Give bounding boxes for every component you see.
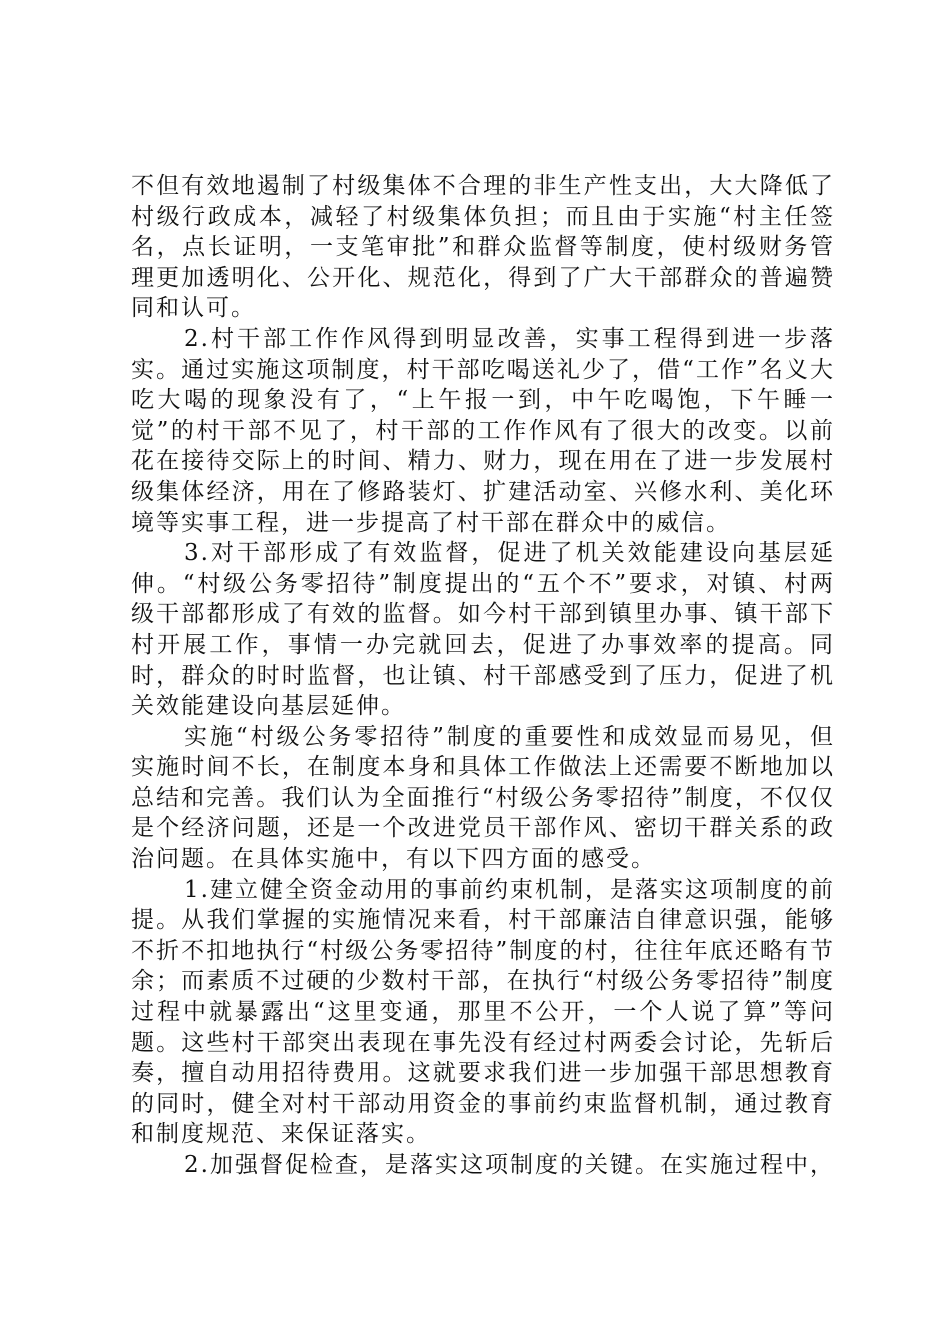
- paragraph-1: 不但有效地遏制了村级集体不合理的非生产性支出，大大降低了村级行政成本，减轻了村级集体负担；而且由于实施“村主任签名，点长证明，一支笔审批”和群众监督等制度，使村级财务管理更加透明化、公开化、规范化，得到了广大干部群众的普遍赞同和认可。: [131, 173, 835, 322]
- paragraph-6: 2.加强督促检查，是落实这项制度的关键。在实施过程中，: [184, 1152, 835, 1178]
- paragraph-5: 1.建立健全资金动用的事前约束机制，是落实这项制度的前提。从我们掌握的实施情况来看，村干部廉洁自律意识强，能够不折不扣地执行“村级公务零招待”制度的村，往往年底还略有节余；而素质不过硬的少数村干部，在执行“村级公务零招待”制度过程中就暴露出“这里变通，那里不公开，一个人说了算”等问题。这些村干部突出表现在事先没有经过村两委会讨论，先斩后奏，擅自动用招待费用。这就要求我们进一步加强干部思想教育的同时，健全对村干部动用资金的事前约束监督机制，通过教育和制度规范、来保证落实。: [131, 876, 835, 1148]
- paragraph-2: 2.村干部工作作风得到明显改善，实事工程得到进一步落实。通过实施这项制度，村干部吃喝送礼少了，借“工作”名义大吃大喝的现象没有了，“上午报一到，中午吃喝饱，下午睡一觉”的村干部不见了，村干部的工作作风有了很大的改变。以前花在接待交际上的时间、精力、财力，现在用在了进一步发展村级集体经济，用在了修路装灯、扩建活动室、兴修水利、美化环境等实事工程，进一步提高了村干部在群众中的威信。: [131, 325, 835, 536]
- body-text: [131, 171, 835, 1181]
- paragraph-3: 3.对干部形成了有效监督，促进了机关效能建设向基层延伸。“村级公务零招待”制度提出的“五个不”要求，对镇、村两级干部都形成了有效的监督。如今村干部到镇里办事、镇干部下村开展工作，事情一办完就回去，促进了办事效率的提高。同时，群众的时时监督，也让镇、村干部感受到了压力，促进了机关效能建设向基层延伸。: [131, 540, 835, 720]
- paragraph-4: 实施“村级公务零招待”制度的重要性和成效显而易见，但实施时间不长，在制度本身和具体工作做法上还需要不断地加以总结和完善。我们认为全面推行“村级公务零招待”制度，不仅仅是个经济问题，还是一个改进党员干部作风、密切干群关系的政治问题。在具体实施中，有以下四方面的感受。: [131, 723, 835, 873]
